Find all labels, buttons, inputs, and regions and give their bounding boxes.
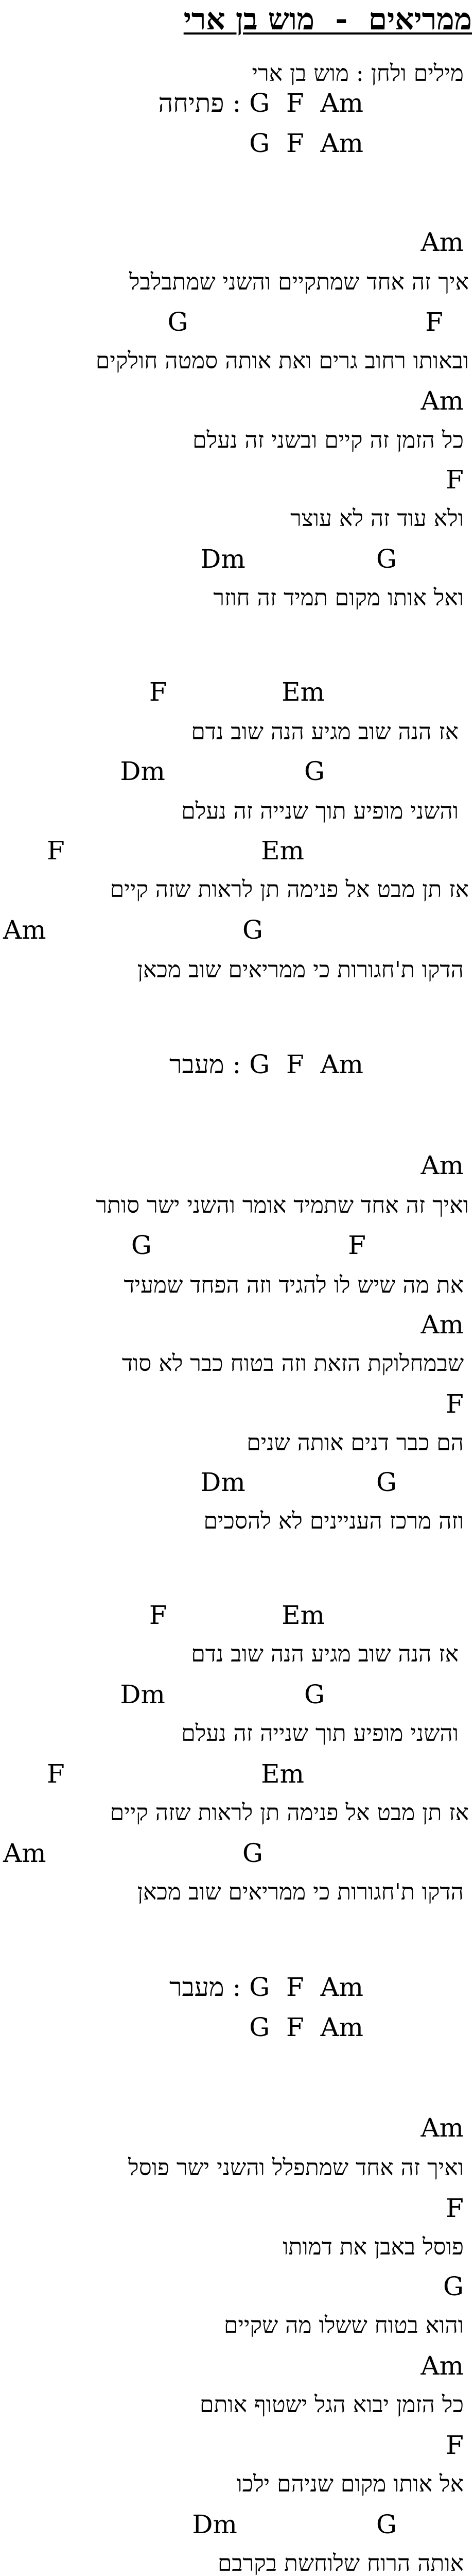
lyric-line: אז הנה שוב מגיע הנה שוב נדם [191, 719, 459, 745]
chord-line: G F Am [249, 2012, 363, 2042]
chord-line: F [446, 2430, 464, 2460]
chord-line: F [446, 465, 464, 495]
lyric-line: פוסל באבן את דמותו [283, 2234, 464, 2260]
lyric-line: אל אותו מקום שניהם ילכו [236, 2471, 464, 2497]
chord-line: Am [420, 1310, 464, 1340]
chord-line: מעבר : G F Am [169, 1972, 363, 2002]
chord-line: Am [420, 1150, 464, 1180]
lyric-line: והוא בטוח ששלו מה שקיים [223, 2312, 464, 2338]
lyric-line: אז תן מבט אל פנימה תן לראות שזה קיים [110, 1800, 469, 1826]
chord-line: Am [420, 2351, 464, 2381]
lyric-line: ולא עוד זה לא עוצר [290, 505, 464, 532]
lyric-line: אז הנה שוב מגיע הנה שוב נדם [191, 1641, 459, 1667]
chord-line: G F [167, 307, 443, 337]
chord-line: Am G [3, 1838, 263, 1868]
chord-line: מעבר : G F Am [169, 1049, 363, 1079]
lyric-line: איך זה אחד שמתקיים והשני שמתבלבל [129, 269, 469, 295]
lyric-line: והשני מופיע תוך שנייה זה נעלם [181, 1720, 459, 1747]
chord-line: Am [420, 386, 464, 416]
lyric-line: אותה הרוח שלוחשת בקרבם [217, 2550, 464, 2576]
song-credits: מילים ולחן : מוש בן ארי [252, 60, 464, 87]
lyric-line: ואל אותו מקום תמיד זה חוזר [213, 585, 464, 611]
lyric-line: אז תן מבט אל פנימה תן לראות שזה קיים [110, 876, 469, 903]
chord-line: G F Am [249, 128, 363, 158]
lyric-line: והשני מופיע תוך שנייה זה נעלם [181, 798, 459, 824]
chord-line: Dm G [200, 544, 397, 574]
lyric-line: שבמחלוקת הזאת וזה בטוח כבר לא סוד [121, 1350, 464, 1377]
chord-line: Am [420, 2113, 464, 2143]
chord-line: Dm G [200, 1467, 397, 1497]
chord-line: G F [131, 1230, 366, 1260]
chord-line: Dm G [120, 1680, 325, 1709]
lyric-line: ובאותו רחוב גרים ואת אותה סמטה חולקים [95, 348, 469, 374]
lyric-line: את מה שיש לו להגיד וזה הפחד שמעיד [124, 1272, 464, 1298]
chord-line: Am [420, 227, 464, 257]
lyric-line: וזה מרכז העניינים לא להסכים [203, 1508, 464, 1534]
chord-line: F [446, 1389, 464, 1419]
chord-line: F Em [46, 1759, 304, 1789]
lyric-line: הדקו ת'חגורות כי ממריאים שוב מכאן [137, 1879, 464, 1905]
lyric-line: הדקו ת'חגורות כי ממריאים שוב מכאן [137, 957, 464, 983]
chord-line: F Em [46, 836, 304, 866]
lyric-line: הם כבר דנים אותה שנים [247, 1430, 464, 1456]
lyric-line: ואיך זה אחד שתמיד אומר והשני ישר סותר [96, 1192, 469, 1218]
chord-line: F Em [149, 677, 325, 707]
song-title: ממריאים - מוש בן ארי [183, 2, 472, 37]
chord-line: Dm G [120, 756, 325, 786]
lyric-line: ואיך זה אחד שמתפלל והשני ישר פוסל [128, 2155, 464, 2181]
chord-line: Am G [3, 915, 263, 945]
chord-line: פתיחה : G F Am [158, 88, 363, 118]
lyric-line: כל הזמן יבוא הגל ישטוף אותם [200, 2392, 464, 2418]
chord-line: G [443, 2272, 464, 2301]
chord-line: Dm G [192, 2510, 397, 2539]
lyric-line: כל הזמן זה קיים ובשני זה נעלם [192, 427, 464, 453]
chord-line: F [446, 2193, 464, 2223]
chord-line: F Em [149, 1600, 325, 1630]
